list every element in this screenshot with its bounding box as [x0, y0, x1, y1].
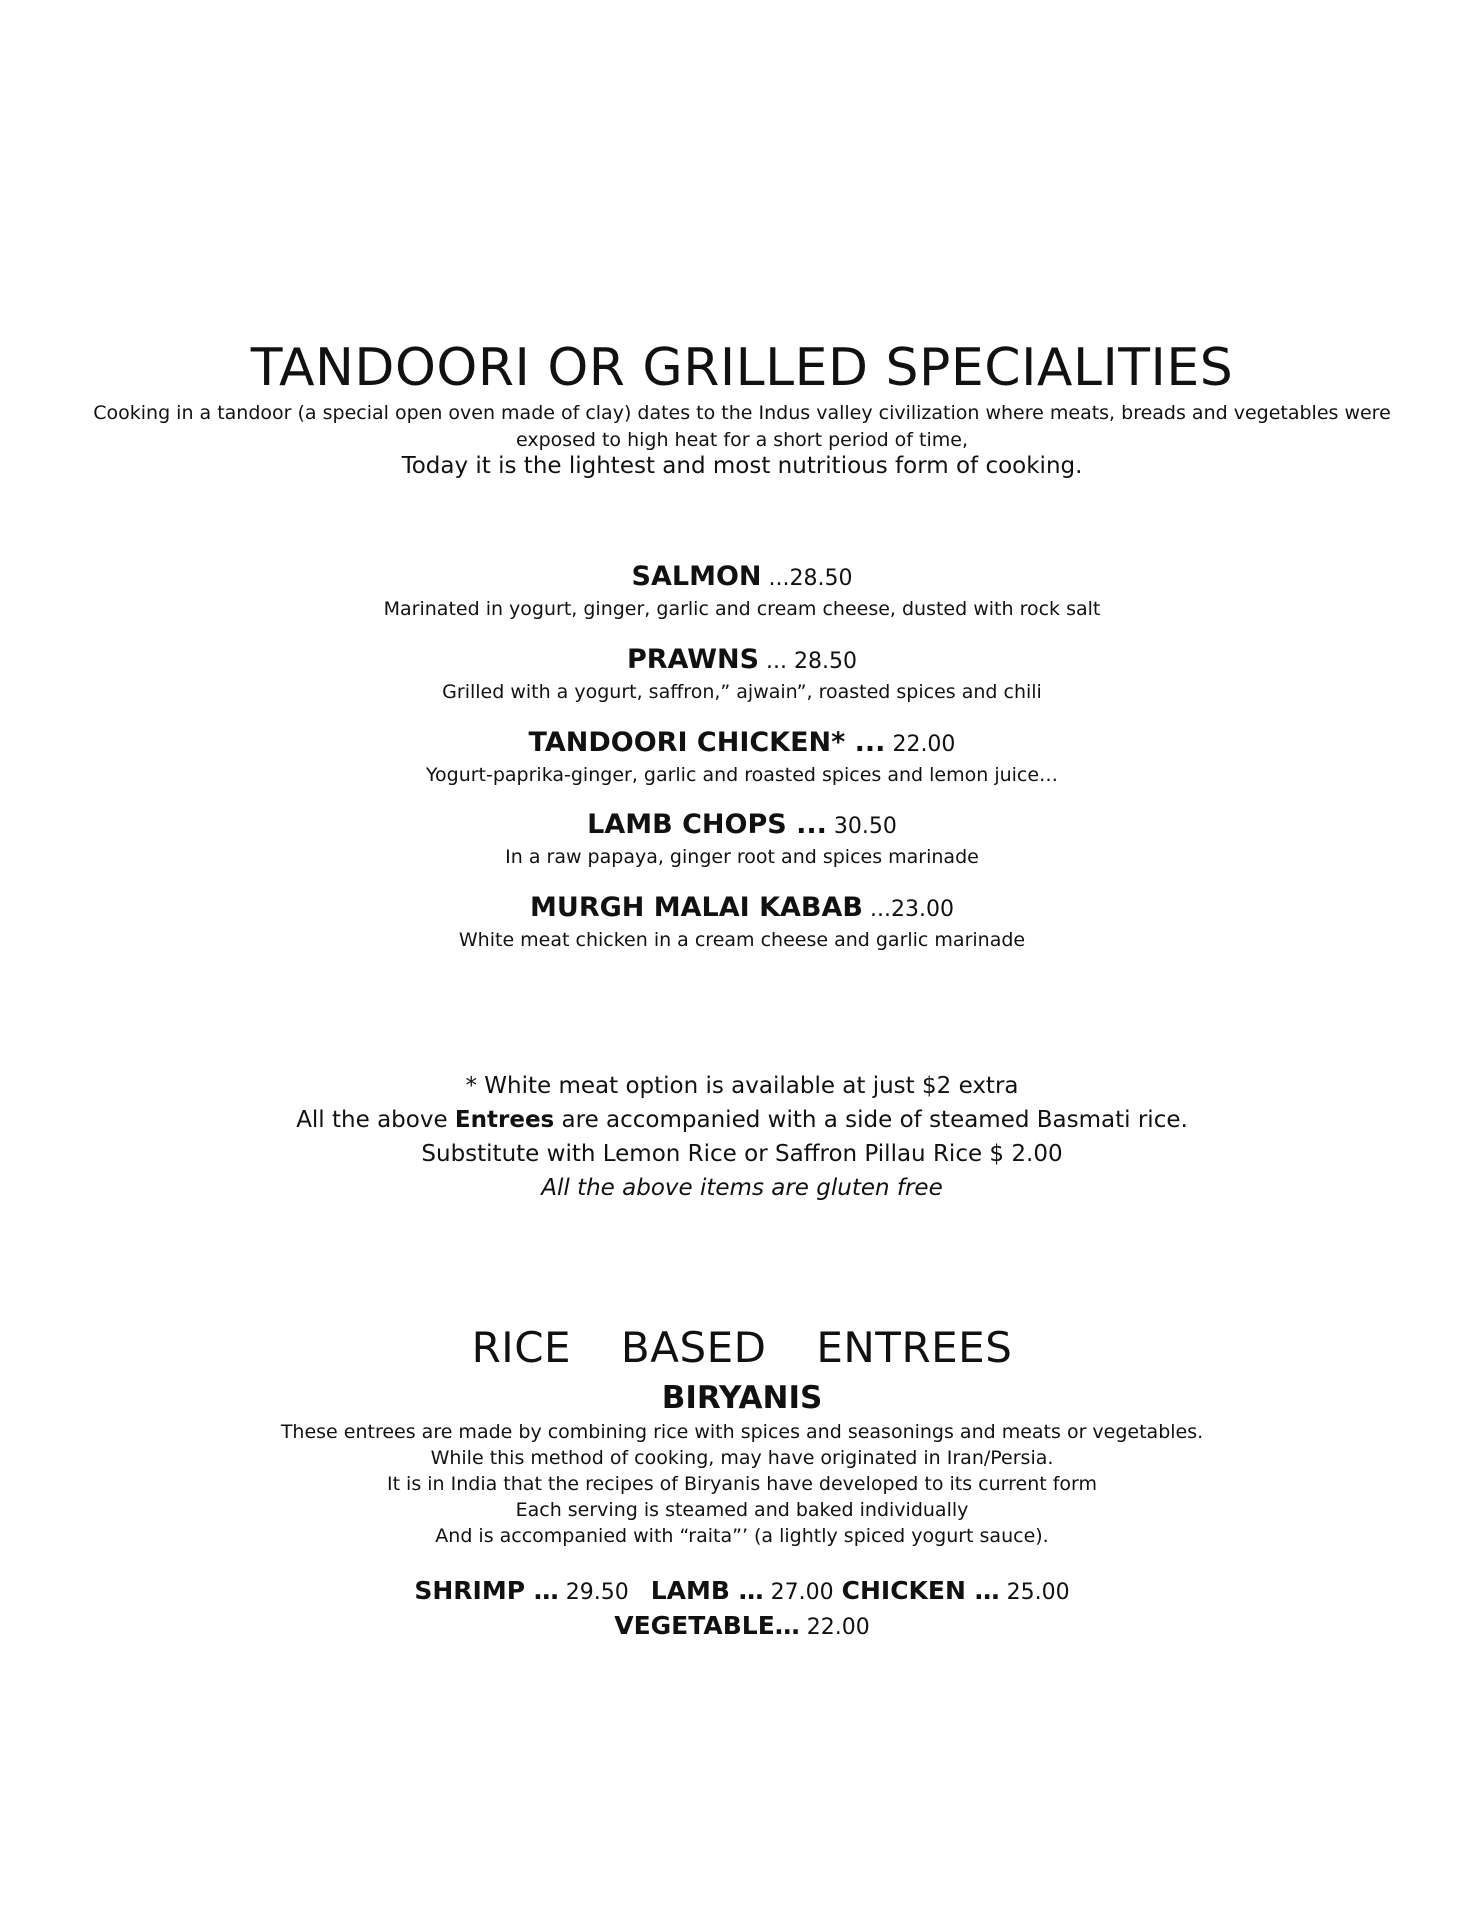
- gluten-free-note: All the above items are gluten free: [541, 1175, 943, 1201]
- item-description: In a raw papaya, ginger root and spices marinade: [505, 846, 979, 868]
- biryani-price-row: [0, 1609, 1484, 1645]
- menu-item-murgh-malai-kabab: [0, 891, 1484, 953]
- item-name: LAMB CHOPS ...: [587, 809, 827, 840]
- biryani-name-vegetable: VEGETABLE…: [614, 1611, 800, 1640]
- item-name: TANDOORI CHICKEN* ...: [528, 727, 886, 758]
- tandoori-intro-tagline: Today it is the lightest and most nutritious form of cooking.: [401, 453, 1083, 479]
- section-title-rice: RICE BASED ENTREES: [471, 1323, 1013, 1372]
- biryani-price-shrimp: 29.50: [558, 1580, 629, 1605]
- biryani-name-shrimp: SHRIMP …: [414, 1576, 559, 1605]
- note-text: All the above: [296, 1107, 455, 1133]
- biryanis-subtitle: BIRYANIS: [661, 1380, 823, 1416]
- menu-item-lamb-chops: [0, 808, 1484, 870]
- menu-item-salmon: [0, 560, 1484, 622]
- section-title-tandoori: TANDOORI OR GRILLED SPECIALITIES: [250, 338, 1234, 398]
- item-name: MURGH MALAI KABAB: [530, 892, 863, 923]
- biryani-name-chicken: CHICKEN …: [841, 1576, 1000, 1605]
- item-price: ...23.00: [862, 897, 954, 922]
- biryani-price-vegetable: 22.00: [799, 1615, 870, 1640]
- white-meat-note: * White meat option is available at just $2 extra: [465, 1073, 1019, 1099]
- note-emphasis: Entrees: [454, 1107, 555, 1133]
- biryani-price-row: [0, 1574, 1484, 1610]
- item-description: Grilled with a yogurt, saffron,” ajwain”, roasted spices and chili: [442, 681, 1042, 703]
- biryani-name-lamb: LAMB …: [650, 1576, 764, 1605]
- biryani-description-line: And is accompanied with “raita”’ (a lightly spiced yogurt sauce).: [435, 1525, 1049, 1547]
- biryani-description-line: While this method of cooking, may have originated in Iran/Persia.: [430, 1447, 1054, 1469]
- item-description: Yogurt-paprika-ginger, garlic and roasted spices and lemon juice…: [425, 764, 1059, 786]
- item-price: 22.00: [885, 732, 956, 757]
- tandoori-intro-text: Cooking in a tandoor (a special open oven made of clay) dates to the Indus valley civilization where meats, breads and vegetables were exposed to high heat for a short period of time,: [93, 402, 1391, 451]
- biryani-price-lamb: 27.00: [763, 1580, 834, 1605]
- menu-item-tandoori-chicken: [0, 726, 1484, 788]
- biryani-description-line: Each serving is steamed and baked individually: [515, 1499, 969, 1521]
- note-text: are accompanied with a side of steamed Basmati rice.: [554, 1107, 1188, 1133]
- entrees-accompaniment-note: [0, 1103, 1484, 1137]
- rice-substitute-note: Substitute with Lemon Rice or Saffron Pillau Rice $ 2.00: [421, 1141, 1063, 1167]
- biryani-description-line: These entrees are made by combining rice with spices and seasonings and meats or vegetables.: [280, 1421, 1204, 1443]
- item-price: ... 28.50: [759, 649, 858, 674]
- item-description: Marinated in yogurt, ginger, garlic and cream cheese, dusted with rock salt: [383, 598, 1101, 620]
- item-price: 30.50: [826, 814, 897, 839]
- biryani-description-line: It is in India that the recipes of Biryanis have developed to its current form: [386, 1473, 1098, 1495]
- biryani-price-chicken: 25.00: [999, 1580, 1070, 1605]
- item-price: ...28.50: [761, 566, 853, 591]
- item-name: SALMON: [631, 561, 762, 592]
- menu-item-prawns: [0, 643, 1484, 705]
- item-description: White meat chicken in a cream cheese and garlic marinade: [458, 929, 1026, 951]
- item-name: PRAWNS: [626, 644, 760, 675]
